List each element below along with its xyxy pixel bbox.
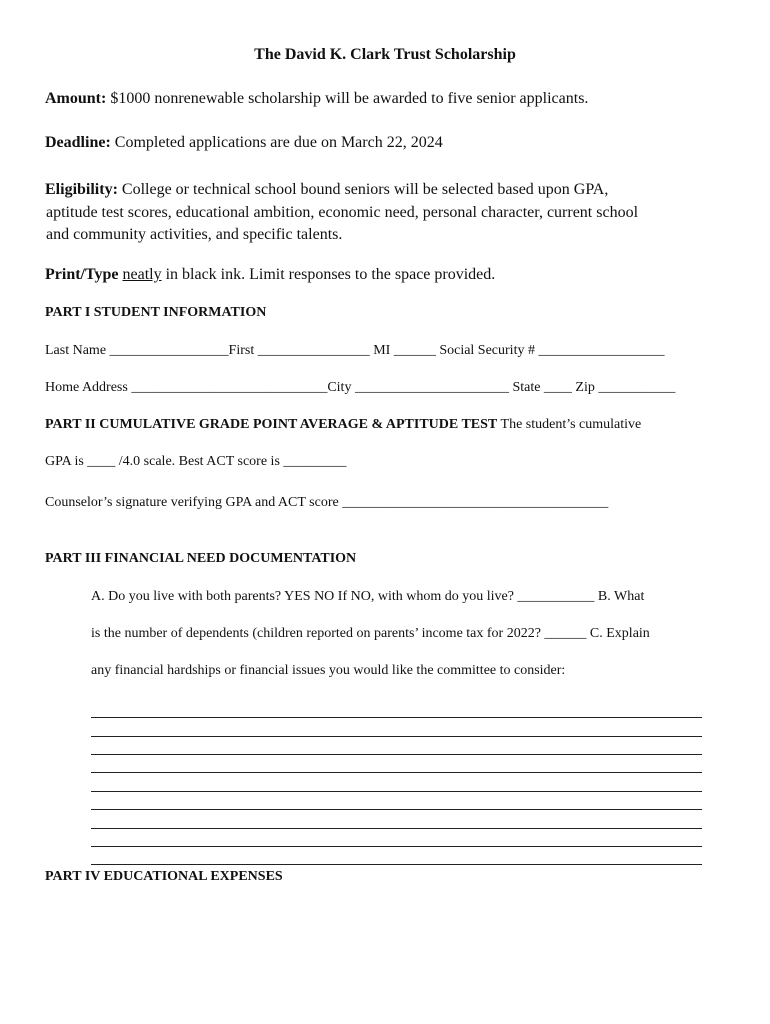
amount-label: Amount: <box>45 90 107 107</box>
part2-heading-tail: The student’s cumulative <box>497 417 642 432</box>
student-info-row-1[interactable]: Last Name _________________First ________________ MI ______ Social Security # __________________ <box>45 343 665 358</box>
eligibility-label: Eligibility: <box>45 181 118 198</box>
part2-heading: PART II CUMULATIVE GRADE POINT AVERAGE & APTITUDE TEST <box>45 417 498 432</box>
answer-line[interactable] <box>91 864 702 865</box>
answer-line[interactable] <box>91 846 702 847</box>
part2-heading-line <box>45 417 641 433</box>
answer-line[interactable] <box>91 791 702 792</box>
deadline-label: Deadline: <box>45 134 111 151</box>
counselor-signature-row[interactable]: Counselor’s signature verifying GPA and ACT score ______________________________________ <box>45 495 609 510</box>
gpa-act-row[interactable]: GPA is ____ /4.0 scale. Best ACT score is _________ <box>45 454 347 469</box>
print-text: in black ink. Limit responses to the space provided. <box>161 266 496 283</box>
part3-question-line-3: any financial hardships or financial issues you would like the committee to consider: <box>91 663 566 678</box>
part4-heading: PART IV EDUCATIONAL EXPENSES <box>45 869 283 884</box>
answer-line[interactable] <box>91 754 702 755</box>
answer-line[interactable] <box>91 772 702 773</box>
eligibility-text-1: College or technical school bound seniors will be selected based upon GPA, <box>117 181 609 198</box>
deadline-paragraph <box>45 134 443 152</box>
eligibility-line-3: and community activities, and specific talents. <box>46 226 343 243</box>
part3-heading: PART III FINANCIAL NEED DOCUMENTATION <box>45 551 357 566</box>
neatly-underlined: neatly <box>122 266 162 283</box>
answer-line[interactable] <box>91 809 702 810</box>
print-instruction <box>45 266 495 284</box>
part1-heading: PART I STUDENT INFORMATION <box>45 305 267 320</box>
answer-line[interactable] <box>91 828 702 829</box>
answer-line[interactable] <box>91 717 702 718</box>
part3-question-line-1[interactable]: A. Do you live with both parents? YES NO If NO, with whom do you live? ___________ B. What <box>91 589 645 604</box>
part3-question-line-2[interactable]: is the number of dependents (children reported on parents’ income tax for 2022? ______ C. Explain <box>91 626 650 641</box>
answer-line[interactable] <box>91 736 702 737</box>
page-title: The David K. Clark Trust Scholarship <box>254 46 516 63</box>
amount-text: $1000 nonrenewable scholarship will be awarded to five senior applicants. <box>106 90 589 107</box>
deadline-text: Completed applications are due on March 22, 2024 <box>110 134 443 151</box>
amount-paragraph <box>45 90 588 108</box>
eligibility-line-2: aptitude test scores, educational ambition, economic need, personal character, current school <box>46 204 639 221</box>
print-label: Print/Type <box>45 266 119 283</box>
eligibility-line-1 <box>45 181 608 199</box>
student-info-row-2[interactable]: Home Address ____________________________City ______________________ State ____ Zip ___________ <box>45 380 676 395</box>
